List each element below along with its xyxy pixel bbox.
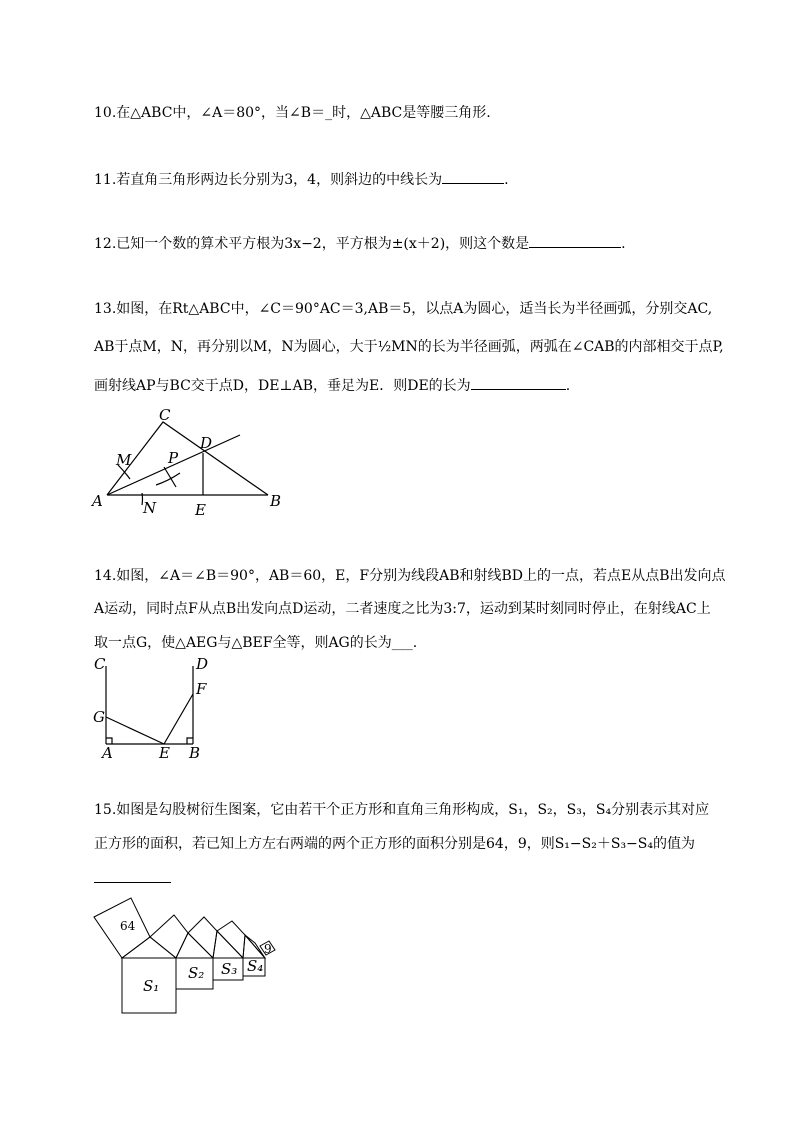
- question-13-period: .: [565, 378, 571, 394]
- question-12: [94, 233, 626, 254]
- answer-blank: [529, 233, 621, 248]
- square-top-5: [245, 935, 265, 958]
- label-f: F: [196, 680, 207, 698]
- label-9: 9: [264, 942, 272, 956]
- question-10: [94, 103, 491, 123]
- question-12-period: .: [621, 236, 626, 252]
- label-e: E: [159, 744, 170, 762]
- figure-13-triangle: [90, 405, 290, 520]
- answer-blank: [94, 868, 171, 883]
- question-13-line-3: [94, 375, 570, 396]
- segment-ge: [106, 717, 164, 744]
- square-top-2: [150, 915, 188, 958]
- label-e: E: [195, 501, 206, 519]
- question-15-line-1: 15.如图是勾股树衍生图案，它由若干个正方形和直角三角形构成，S₁，S₂，S₃，S₄分别表示其对应: [94, 802, 710, 818]
- label-c: C: [94, 655, 106, 673]
- square-top-3: [188, 917, 217, 958]
- label-s2: S₂: [188, 964, 205, 982]
- question-12-text: 12.已知一个数的算术平方根为3x−2，平方根为±(x＋2)，则这个数是: [94, 236, 530, 252]
- label-p: P: [168, 449, 179, 467]
- label-n: N: [143, 499, 157, 517]
- label-c: C: [159, 406, 171, 424]
- label-s4: S₄: [247, 957, 264, 975]
- label-d: D: [196, 655, 209, 673]
- triangle-1: [122, 937, 176, 958]
- question-11-text: 11.若直角三角形两边长分别为3，4，则斜边的中线长为: [94, 172, 443, 188]
- segment-ef: [164, 694, 193, 744]
- figure-15-pythagoras-tree: [92, 893, 282, 1015]
- question-14-line-3: 取一点G，使△AEG与△BEF全等，则AG的长为___.: [94, 635, 418, 651]
- answer-blank: [442, 169, 504, 184]
- label-b: B: [189, 744, 201, 762]
- question-13-line-3-text: 画射线AP与BC交于点D，DE⊥AB，垂足为E．则DE的长为: [94, 378, 471, 394]
- question-10-text: 10.在△ABC中，∠A＝80°，当∠B＝_时，△ABC是等腰三角形.: [94, 105, 491, 121]
- label-a: A: [102, 744, 113, 762]
- label-b: B: [270, 492, 282, 510]
- square-top-4: [217, 921, 245, 958]
- question-14-line-2: A运动，同时点F从点B出发向点D运动，二者速度之比为3:7，运动到某时刻同时停止，在射线AC上: [94, 601, 711, 617]
- question-11-period: .: [504, 172, 509, 188]
- label-d: D: [200, 434, 213, 452]
- answer-blank: [471, 375, 566, 390]
- question-13-line-1: 13.如图，在Rt△ABC中，∠C＝90°AC＝3,AB＝5，以点A为圆心，适当长为半径画弧，分别交AC,: [94, 301, 713, 317]
- label-a: A: [92, 492, 103, 510]
- label-s3: S₃: [221, 960, 238, 978]
- label-s1: S₁: [143, 977, 160, 995]
- question-15-line-2: 正方形的面积，若已知上方左右两端的两个正方形的面积分别是64，9，则S₁−S₂＋S₃−S₄的值为: [94, 836, 695, 852]
- label-g: G: [93, 708, 105, 726]
- label-m: M: [116, 451, 132, 469]
- figure-14: [92, 652, 222, 764]
- triangle-2: [176, 933, 213, 958]
- question-13-line-2: AB于点M，N，再分别以M，N为圆心，大于½MN的长为半径画弧，两弧在∠CAB的内部相交于点P,: [94, 339, 724, 355]
- question-11: [94, 169, 509, 190]
- label-64: 64: [120, 919, 136, 933]
- question-14-line-1: 14.如图，∠A＝∠B＝90°，AB＝60，E，F分别为线段AB和射线BD上的一点，若点E从点B出发向点: [94, 568, 726, 584]
